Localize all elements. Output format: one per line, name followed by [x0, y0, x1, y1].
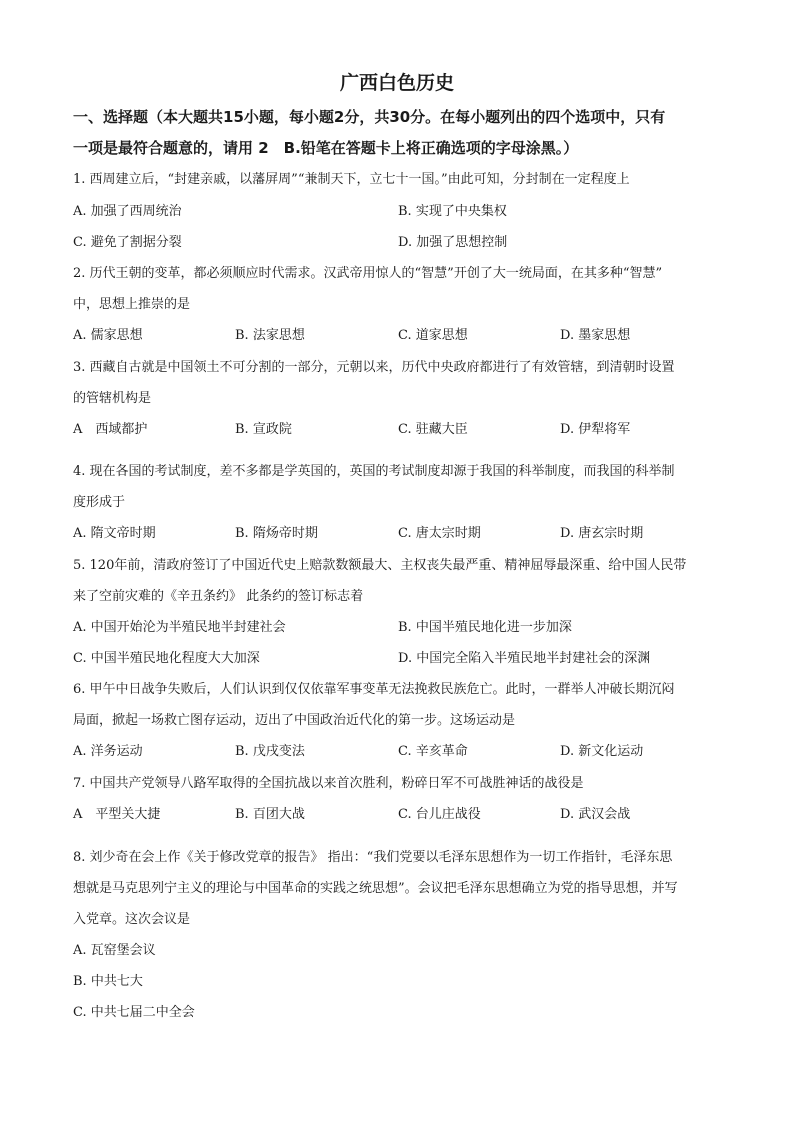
- question-6-option-c: C. 辛亥革命: [398, 744, 468, 759]
- question-2-option-b: B. 法家思想: [235, 328, 305, 343]
- question-6-stem-line-1: 6. 甲午中日战争失败后，人们认识到仅仅依靠军事变革无法挽救民族危亡。此时，一群举人冲破长期沉闷: [73, 682, 675, 697]
- question-7-option-d: D. 武汉会战: [560, 807, 631, 822]
- question-1-stem: 1. 西周建立后，“封建亲戚，以藩屏周”“兼制天下，立七十一国。”由此可知，分封制在一定程度上: [73, 172, 630, 187]
- question-1-option-a: A. 加强了西周统治: [73, 204, 182, 219]
- question-2-option-a: A. 儒家思想: [73, 328, 143, 343]
- question-5-option-b: B. 中国半殖民地化进一步加深: [398, 620, 572, 635]
- question-2-stem-line-2: 中，思想上推崇的是: [73, 297, 191, 312]
- question-3-option-b: B. 宣政院: [235, 422, 292, 437]
- question-8-stem-line-3: 入党章。这次会议是: [73, 912, 191, 927]
- section-instructions-line-1: 一、选择题（本大题共15小题，每小题2分，共30分。在每小题列出的四个选项中，只有: [73, 108, 666, 126]
- question-1-option-d: D. 加强了思想控制: [398, 235, 508, 250]
- question-5-stem-line-1: 5. 120年前，清政府签订了中国近代史上赔款数额最大、主权丧失最严重、精神屈辱最深重、给中国人民带: [73, 558, 687, 573]
- question-4-stem-line-1: 4. 现在各国的考试制度，差不多都是学英国的，英国的考试制度却源于我国的科举制度，而我国的科举制: [73, 464, 675, 479]
- question-1-option-c: C. 避免了割据分裂: [73, 235, 182, 250]
- question-8-option-b: B. 中共七大: [73, 974, 143, 989]
- question-4-stem-line-2: 度形成于: [73, 495, 126, 510]
- question-8-stem-line-1: 8. 刘少奇在会上作《关于修改党章的报告》 指出：“我们党要以毛泽东思想作为一切工作指针，毛泽东思: [73, 850, 673, 865]
- page-title: 广西白色历史: [339, 72, 454, 94]
- question-6-option-b: B. 戊戌变法: [235, 744, 305, 759]
- question-3-option-a: A 西域都护: [73, 422, 148, 437]
- question-4-option-a: A. 隋文帝时期: [73, 526, 156, 541]
- question-4-option-d: D. 唐玄宗时期: [560, 526, 644, 541]
- section-instructions-line-2: 一项是最符合题意的，请用 2 B.铅笔在答题卡上将正确选项的字母涂黑。）: [73, 139, 579, 157]
- question-2-option-d: D. 墨家思想: [560, 328, 631, 343]
- question-6-stem-line-2: 局面，掀起一场救亡图存运动，迈出了中国政治近代化的第一步。这场运动是: [73, 713, 516, 728]
- question-6-option-a: A. 洋务运动: [73, 744, 143, 759]
- question-5-stem-line-2: 来了空前灾难的《辛丑条约》 此条约的签订标志着: [73, 589, 364, 604]
- question-8-option-a: A. 瓦窑堡会议: [73, 943, 156, 958]
- question-7-option-c: C. 台儿庄战役: [398, 807, 481, 822]
- question-4-option-b: B. 隋炀帝时期: [235, 526, 318, 541]
- question-1-option-b: B. 实现了中央集权: [398, 204, 507, 219]
- question-5-option-d: D. 中国完全陷入半殖民地半封建社会的深渊: [398, 651, 651, 666]
- question-8-option-c: C. 中共七届二中全会: [73, 1005, 195, 1020]
- question-2-option-c: C. 道家思想: [398, 328, 468, 343]
- question-5-option-c: C. 中国半殖民地化程度大大加深: [73, 651, 260, 666]
- question-5-option-a: A. 中国开始沦为半殖民地半封建社会: [73, 620, 286, 635]
- question-4-option-c: C. 唐太宗时期: [398, 526, 481, 541]
- question-3-stem-line-2: 的管辖机构是: [73, 391, 152, 406]
- question-3-option-c: C. 驻藏大臣: [398, 422, 468, 437]
- question-7-option-a: A 平型关大捷: [73, 807, 161, 822]
- question-7-stem: 7. 中国共产党领导八路军取得的全国抗战以来首次胜利，粉碎日军不可战胜神话的战役是: [73, 776, 584, 791]
- question-3-option-d: D. 伊犁将军: [560, 422, 631, 437]
- question-7-option-b: B. 百团大战: [235, 807, 305, 822]
- question-2-stem-line-1: 2. 历代王朝的变革，都必须顺应时代需求。汉武帝用惊人的“智慧”开创了大一统局面，在其多种“智慧”: [73, 266, 663, 281]
- question-8-stem-line-2: 想就是马克思列宁主义的理论与中国革命的实践之统思想”。会议把毛泽东思想确立为党的指导思想，并写: [73, 881, 678, 896]
- question-6-option-d: D. 新文化运动: [560, 744, 644, 759]
- question-3-stem-line-1: 3. 西藏自古就是中国领土不可分割的一部分，元朝以来，历代中央政府都进行了有效管辖，到清朝时设置: [73, 360, 675, 375]
